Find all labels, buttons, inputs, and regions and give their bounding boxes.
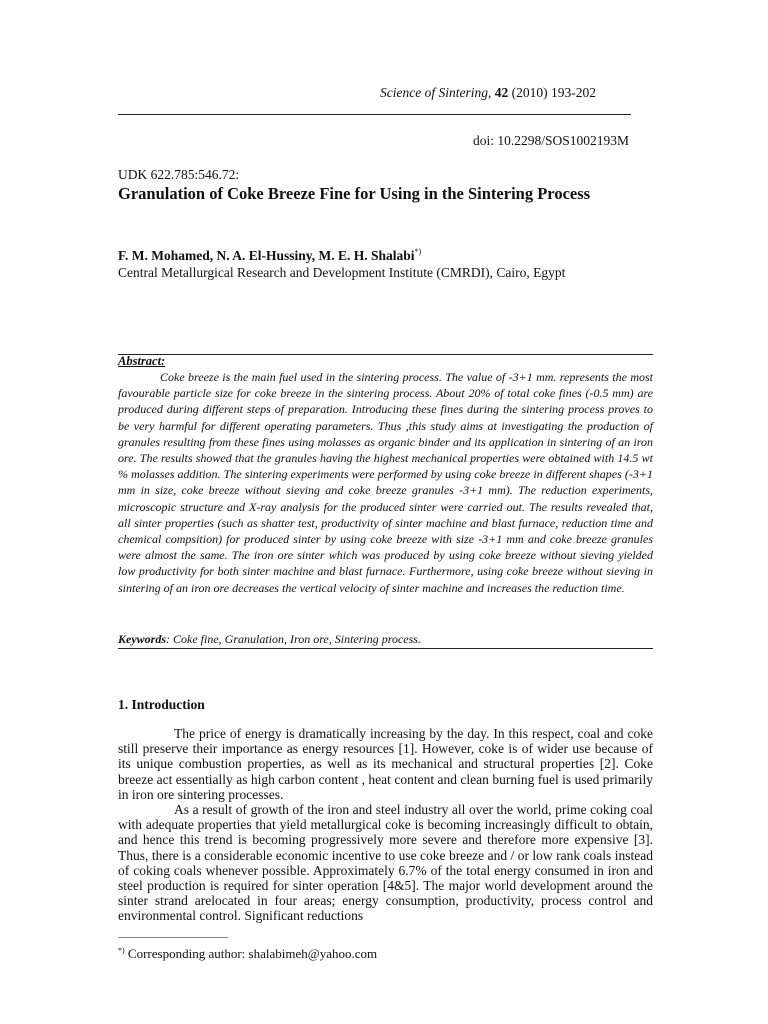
abstract-top-rule bbox=[118, 354, 653, 355]
footnote bbox=[118, 946, 377, 962]
footnote-text: Corresponding author: shalabimeh@yahoo.com bbox=[124, 946, 378, 961]
author-mark: *) bbox=[414, 247, 422, 256]
author-list bbox=[118, 247, 421, 264]
affiliation: Central Metallurgical Research and Development Institute (CMRDI), Cairo, Egypt bbox=[118, 265, 566, 280]
journal-citation: Science of Sintering, 42 (2010) 193-202 bbox=[380, 85, 596, 100]
udk-code: UDK 622.785:546.72: bbox=[118, 167, 240, 182]
header-rule bbox=[118, 114, 631, 115]
journal-name: Science of Sintering bbox=[380, 85, 488, 100]
doi: doi: 10.2298/SOS1002193M bbox=[473, 133, 630, 148]
journal-year-pages: (2010) 193-202 bbox=[511, 85, 596, 100]
section-heading: 1. Introduction bbox=[118, 697, 205, 712]
abstract-text: Coke breeze is the main fuel used in the sintering process. The value of -3+1 mm. represents the most favourable particle size for coke breeze in the sintering process. About 20% of total coke fines (-0.5 mm) are produced during different steps of preparation. Introducing these fines during the sintering process proves to be very harmful for different operating parameters. Thus ,this study aims at investigating the production of granules resulting from these fines using molasses as organic binder and its application in sintering of an iron ore. The results showed that the granules having the highest mechanical properties were obtained with 14.5 wt % molasses addition. The sintering experiments were performed by using coke breeze in different shapes (-3+1 mm in size, coke breeze without sieving and coke breeze granules -3+1 mm). The reduction experiments, microscopic structure and X-ray analysis for the produced sinter were carried out. The results revealed that, all sinter properties (such as shatter test, productivity of sinter machine and blast furnace, reduction time and chemical compsition) for produced sinter by using coke breeze with size -3+1 mm and coke breeze granules were almost the same. The iron ore sinter which was produced by using coke breeze without sieving yielded low productivity for both sinter machine and blast furnace. Furthermore, using coke breeze without sieving in sintering of an iron ore decreases the vertical velocity of sinter machine and increases the reduction time. bbox=[118, 370, 653, 595]
footnote-rule bbox=[118, 937, 228, 938]
introduction-body bbox=[118, 726, 653, 924]
keywords bbox=[118, 632, 653, 647]
journal-volume: 42 bbox=[494, 85, 509, 100]
abstract-heading: Abstract: bbox=[118, 354, 166, 368]
paragraph: As a result of growth of the iron and steel industry all over the world, prime coking coal with adequate properties that yield metallurgical coke is becoming increasingly difficult to obtain, and hence this trend is becoming progressively more severe and therefore more expensive [3]. Thus, there is a considerable economic incentive to use coke breeze and / or low rank coals instead of coking coals whenever possible. Approximately 6.7% of the total energy consumed in iron and steel production is required for sinter operation [4&5]. The major world development around the sinter strand arelocated in four areas; energy consumption, productivity, process control and environmental control. Significant reductions bbox=[118, 802, 653, 924]
footnote-mark: *) bbox=[118, 946, 125, 955]
article-title: Granulation of Coke Breeze Fine for Using in the Sintering Process bbox=[118, 184, 591, 203]
paragraph: The price of energy is dramatically increasing by the day. In this respect, coal and coke still preserve their importance as energy resources [1]. However, coke is of wider use because of its unique combustion properties, as well as its mechanical and structural properties [2]. Coke breeze act essentially as high carbon content , heat content and clean burning fuel is used primarily in iron ore sintering processes. bbox=[118, 726, 653, 802]
keywords-text: : Coke fine, Granulation, Iron ore, Sintering process. bbox=[166, 632, 421, 646]
abstract-bottom-rule bbox=[118, 648, 653, 649]
keywords-label: Keywords bbox=[118, 632, 166, 646]
authors-text: F. M. Mohamed, N. A. El-Hussiny, M. E. H. Shalabi bbox=[118, 248, 415, 263]
